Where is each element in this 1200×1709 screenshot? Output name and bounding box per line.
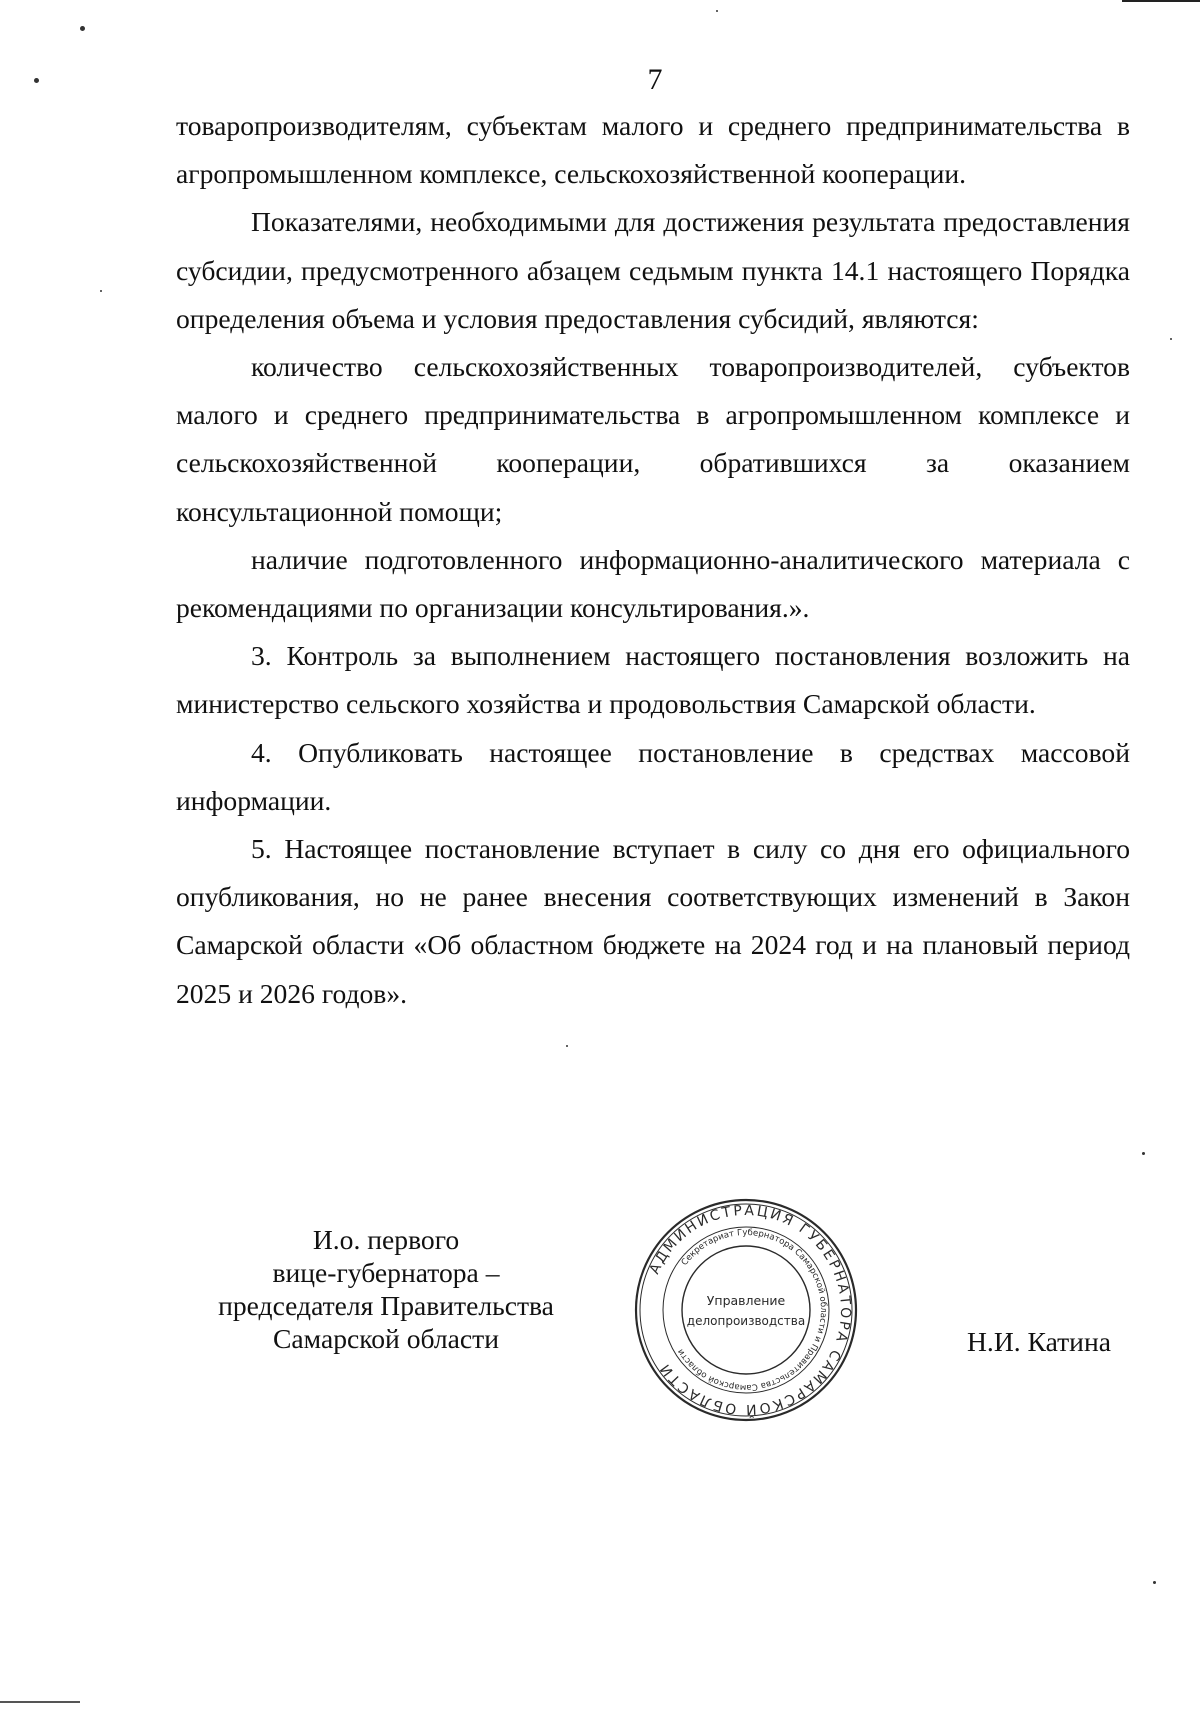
signatory-line: вице-губернатора – bbox=[272, 1257, 500, 1288]
paragraph-indicators-intro: Показателями, необходимыми для достижения результата предоставления субсидии, предусмотренного абзацем седьмым пункта 14.1 настоящего Порядка определения объема и условия предоставления субсидий, являются: bbox=[176, 206, 1130, 334]
signatory-line: председателя Правительства bbox=[218, 1290, 554, 1321]
scan-speck bbox=[1142, 1152, 1145, 1155]
paragraph-item-3-control: 3. Контроль за выполнением настоящего постановления возложить на министерство сельского хозяйства и продовольствия Самарской области. bbox=[176, 640, 1130, 720]
paragraph-continuation: товаропроизводителям, субъектам малого и среднего предпринимательства в агропромышленном комплексе, сельскохозяйственной кооперации. bbox=[176, 110, 1130, 190]
signer-name: Н.И. Катина bbox=[967, 1326, 1111, 1357]
scan-speck bbox=[566, 1045, 568, 1047]
signatory-line: И.о. первого bbox=[312, 1224, 460, 1255]
scan-speck bbox=[80, 26, 85, 31]
scan-speck bbox=[34, 78, 39, 83]
official-stamp bbox=[633, 1197, 859, 1423]
signatory-line: Самарской области bbox=[273, 1323, 499, 1354]
top-edge-rule bbox=[1122, 0, 1200, 2]
stamp-outer-text: АДМИНИСТРАЦИЯ ГУБЕРНАТОРА САМАРСКОЙ ОБЛАСТИ bbox=[646, 1202, 854, 1418]
svg-text:Секретариат Губернатора Самарс bbox=[676, 1228, 828, 1392]
scan-speck bbox=[1170, 338, 1172, 340]
bottom-edge-rule bbox=[0, 1701, 80, 1703]
scan-speck bbox=[1153, 1581, 1156, 1584]
paragraph-indicator-count: количество сельскохозяйственных товаропроизводителей, субъектов малого и среднего предпринимательства в агропромышленном комплексе и сельскохозяйственной кооперации, обратившихся за оказанием консультационной помощи; bbox=[176, 351, 1130, 527]
stamp-inner-text: Секретариат Губернатора Самарской области и Правительства Самарской области bbox=[675, 1227, 829, 1393]
stamp-center-line-2: делопроизводства bbox=[686, 1314, 806, 1328]
document-body bbox=[176, 102, 1130, 1018]
scan-speck bbox=[716, 10, 718, 12]
signatory-position bbox=[196, 1223, 576, 1355]
scan-speck bbox=[100, 290, 102, 292]
paragraph-item-4-publish: 4. Опубликовать настоящее постановление в средствах массовой информации. bbox=[176, 736, 1130, 816]
page-number: 7 bbox=[647, 63, 663, 96]
paragraph-item-5-effective: 5. Настоящее постановление вступает в силу со дня его официального опубликования, но не ранее внесения соответствующих изменений в Закон Самарской области «Об областном бюджете на 2024 год и на плановый период 2025 и 2026 годов». bbox=[176, 833, 1130, 1009]
stamp-center-line-1: Управление bbox=[706, 1293, 786, 1308]
paragraph-indicator-material: наличие подготовленного информационно-аналитического материала с рекомендациями по организации консультирования.». bbox=[176, 543, 1130, 624]
